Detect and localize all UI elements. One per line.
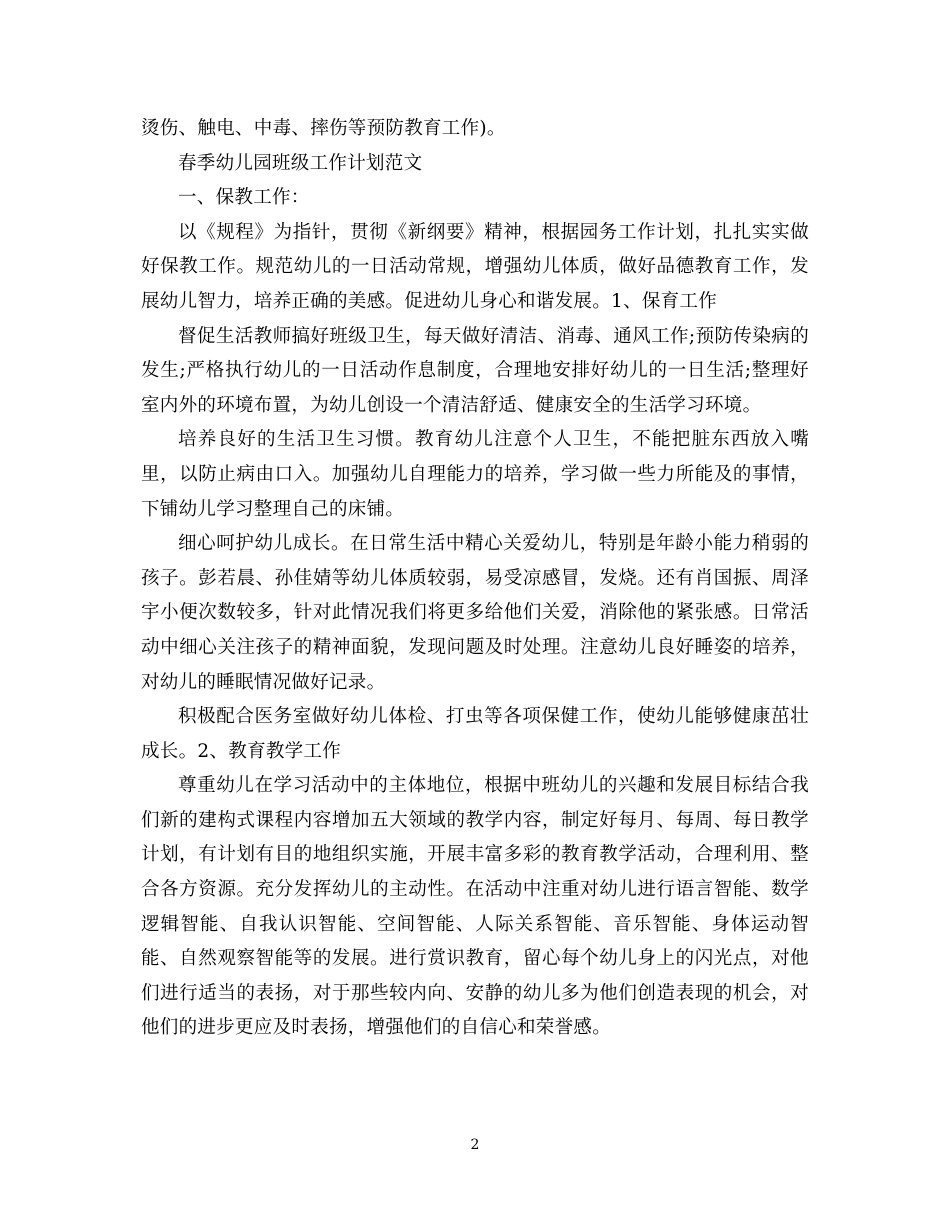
page-number: 2: [470, 1137, 480, 1153]
paragraph-guidelines: 以《规程》为指针，贯彻《新纲要》精神，根据园务工作计划，扎扎实实做好保教工作。规范幼儿的一日活动常规，增强幼儿体质，做好品德教育工作，发展幼儿智力，培养正确的美感。促进幼儿身心和谐发展。1、保育工作: [141, 221, 809, 312]
paragraph-teaching: 尊重幼儿在学习活动中的主体地位，根据中班幼儿的兴趣和发展目标结合我们新的建构式课程内容增加五大领域的教学内容，制定好每月、每周、每日教学计划，有计划有目的地组织实施，开展丰富多彩的教育教学活动，合理利用、整合各方资源。充分发挥幼儿的主动性。在活动中注重对幼儿进行语言智能、数学逻辑智能、自我认识智能、空间智能、人际关系智能、音乐智能、身体运动智能、自然观察智能等的发展。进行赏识教育，留心每个幼儿身上的闪光点，对他们进行适当的表扬，对于那些较内向、安静的幼儿多为他们创造表现的机会，对他们的进步更应及时表扬，增强他们的自信心和荣誉感。: [141, 775, 809, 1039]
paragraph-health-checks: 积极配合医务室做好幼儿体检、打虫等各项保健工作，使幼儿能够健康茁壮成长。2、教育教学工作: [141, 706, 809, 762]
section-heading-childcare-education: 一、保教工作：: [178, 187, 310, 209]
paragraph-hygiene-supervision: 督促生活教师搞好班级卫生，每天做好清洁、消毒、通风工作;预防传染病的发生;严格执行幼儿的一日活动作息制度，合理地安排好幼儿的一日生活;整理好室内外的环境布置，为幼儿创设一个清洁舒适、健康安全的生活学习环境。: [141, 325, 809, 416]
paragraph-child-care: 细心呵护幼儿成长。在日常生活中精心关爱幼儿，特别是年龄小能力稍弱的孩子。彭若晨、孙佳婧等幼儿体质较弱，易受凉感冒，发烧。还有肖国振、周泽宇小便次数较多，针对此情况我们将更多给他们关爱，消除他的紧张感。日常活动中细心关注孩子的精神面貌，发现问题及时处理。注意幼儿良好睡姿的培养，对幼儿的睡眠情况做好记录。: [141, 533, 809, 693]
paragraph-living-habits: 培养良好的生活卫生习惯。教育幼儿注意个人卫生，不能把脏东西放入嘴里，以防止病由口入。加强幼儿自理能力的培养，学习做一些力所能及的事情，下铺幼儿学习整理自己的床铺。: [141, 429, 809, 520]
paragraph-continuation: 烫伤、触电、中毒、摔伤等预防教育工作)。: [141, 118, 506, 139]
document-body: [141, 112, 809, 1046]
section-title: 春季幼儿园班级工作计划范文: [178, 152, 423, 174]
